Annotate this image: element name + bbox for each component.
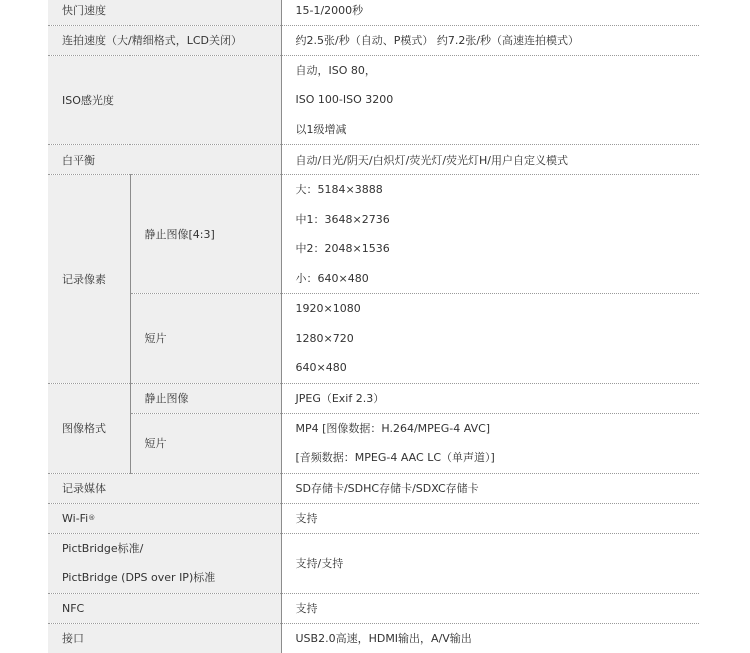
wifi-value: 支持 bbox=[281, 503, 699, 533]
image-format-label: 图像格式 bbox=[48, 383, 130, 473]
registered-mark: ® bbox=[88, 513, 96, 522]
spec-table bbox=[48, 0, 699, 653]
row-iso bbox=[48, 55, 699, 145]
continuous-shooting-value: 约2.5张/秒（自动、P模式） 约7.2张/秒（高速连拍模式） bbox=[281, 25, 699, 55]
movie-size-line: 640×480 bbox=[295, 361, 347, 374]
recording-pixels-still-label: 静止图像[4:3] bbox=[130, 175, 281, 294]
row-image-format-still bbox=[48, 383, 699, 413]
row-image-format-movie bbox=[48, 413, 699, 473]
pictbridge-label-line: PictBridge (DPS over IP)标准 bbox=[62, 571, 216, 584]
row-shutter-speed bbox=[48, 0, 699, 25]
pictbridge-label-cell bbox=[48, 533, 281, 593]
interface-value: USB2.0高速，HDMI输出，A/V输出 bbox=[281, 623, 699, 653]
row-white-balance bbox=[48, 145, 699, 175]
image-format-still-label: 静止图像 bbox=[130, 383, 281, 413]
interface-label: 接口 bbox=[48, 623, 281, 653]
shutter-speed-value: 15-1/2000秒 bbox=[281, 0, 699, 25]
recording-media-label: 记录媒体 bbox=[48, 473, 281, 503]
wifi-label: Wi-Fi bbox=[62, 511, 89, 525]
pictbridge-value: 支持/支持 bbox=[281, 533, 699, 593]
row-recording-pixels-still bbox=[48, 175, 699, 294]
wifi-label-cell bbox=[48, 503, 281, 533]
recording-pixels-movie-values bbox=[281, 294, 699, 384]
nfc-label: NFC bbox=[48, 593, 281, 623]
still-size-line: 中2：2048×1536 bbox=[295, 242, 390, 255]
movie-format-line: [音频数据：MPEG-4 AAC LC（单声道）] bbox=[295, 451, 495, 464]
shutter-speed-label: 快门速度 bbox=[48, 0, 281, 25]
movie-format-line: MP4 [图像数据：H.264/MPEG-4 AVC] bbox=[295, 421, 491, 435]
white-balance-label: 白平衡 bbox=[48, 145, 281, 175]
row-interface bbox=[48, 623, 699, 653]
iso-values bbox=[281, 55, 699, 145]
row-recording-pixels-movie bbox=[48, 294, 699, 384]
image-format-still-value: JPEG（Exif 2.3） bbox=[281, 383, 699, 413]
iso-value-line: 以1级增减 bbox=[295, 122, 347, 136]
image-format-movie-values bbox=[281, 413, 699, 473]
image-format-movie-label: 短片 bbox=[130, 413, 281, 473]
recording-pixels-still-values bbox=[281, 175, 699, 294]
iso-value-line: ISO 100-ISO 3200 bbox=[295, 93, 394, 106]
row-recording-media bbox=[48, 473, 699, 503]
nfc-value: 支持 bbox=[281, 593, 699, 623]
recording-pixels-label: 记录像素 bbox=[48, 175, 130, 384]
still-size-line: 大：5184×3888 bbox=[295, 183, 383, 196]
iso-label: ISO感光度 bbox=[48, 55, 281, 145]
still-size-line: 中1：3648×2736 bbox=[295, 212, 390, 226]
movie-size-line: 1280×720 bbox=[295, 331, 354, 345]
row-wifi bbox=[48, 503, 699, 533]
continuous-shooting-label: 连拍速度（大/精细格式，LCD关闭） bbox=[48, 25, 281, 55]
row-nfc bbox=[48, 593, 699, 623]
iso-value-line: 自动，ISO 80， bbox=[295, 63, 376, 77]
row-continuous-shooting bbox=[48, 25, 699, 55]
still-size-line: 小：640×480 bbox=[295, 271, 369, 285]
movie-size-line: 1920×1080 bbox=[295, 302, 361, 315]
recording-pixels-movie-label: 短片 bbox=[130, 294, 281, 384]
row-pictbridge bbox=[48, 533, 699, 593]
white-balance-value: 自动/日光/阴天/白炽灯/荧光灯/荧光灯H/用户自定义模式 bbox=[281, 145, 699, 175]
recording-media-value: SD存储卡/SDHC存储卡/SDXC存储卡 bbox=[281, 473, 699, 503]
pictbridge-label-line: PictBridge标准/ bbox=[62, 541, 144, 555]
